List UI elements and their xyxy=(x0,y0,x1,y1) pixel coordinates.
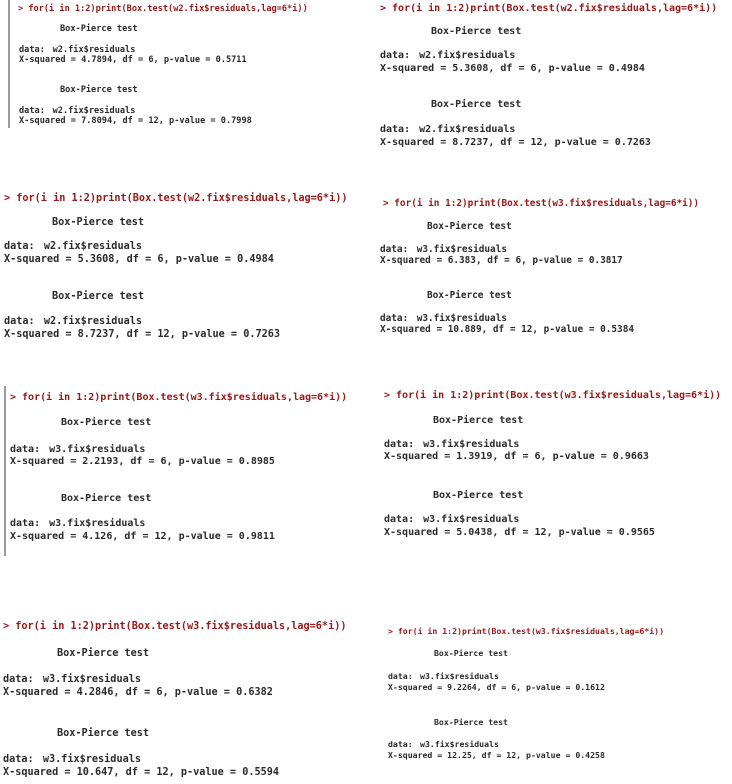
statistic-line: X-squared = 5.0438, df = 12, p-value = 0.9565 xyxy=(384,527,655,538)
panel-left-rule xyxy=(8,0,10,128)
panel-left-rule xyxy=(4,386,6,556)
r-command-line: > for(i in 1:2)print(Box.test(w3.fix$residuals,lag=6*i)) xyxy=(10,392,348,403)
r-command-line: > for(i in 1:2)print(Box.test(w2.fix$residuals,lag=6*i)) xyxy=(4,193,348,204)
data-line: data: w3.fix$residuals xyxy=(388,739,499,749)
r-command-line: > for(i in 1:2)print(Box.test(w2.fix$residuals,lag=6*i)) xyxy=(18,4,308,14)
test-title: Box-Pierce test xyxy=(431,26,522,37)
data-line: data: w2.fix$residuals xyxy=(4,316,142,327)
r-command-line: > for(i in 1:2)print(Box.test(w3.fix$residuals,lag=6*i)) xyxy=(384,390,722,401)
test-title: Box-Pierce test xyxy=(61,493,152,504)
data-line: data: w2.fix$residuals xyxy=(380,50,516,61)
test-title: Box-Pierce test xyxy=(431,99,522,110)
data-line: data: w2.fix$residuals xyxy=(19,45,136,55)
console-panel-6 xyxy=(384,386,729,546)
data-line: data: w3.fix$residuals xyxy=(388,671,499,681)
statistic-line: X-squared = 4.2846, df = 6, p-value = 0.6382 xyxy=(3,687,273,698)
data-line: data: w3.fix$residuals xyxy=(10,518,146,529)
data-line: data: w2.fix$residuals xyxy=(380,124,516,135)
test-title: Box-Pierce test xyxy=(61,417,152,428)
statistic-line: X-squared = 5.3608, df = 6, p-value = 0.4984 xyxy=(4,254,274,265)
statistic-line: X-squared = 12.25, df = 12, p-value = 0.4258 xyxy=(388,750,605,760)
statistic-line: X-squared = 10.889, df = 12, p-value = 0.5384 xyxy=(380,324,634,335)
test-title: Box-Pierce test xyxy=(52,217,145,228)
test-title: Box-Pierce test xyxy=(427,221,512,232)
r-command-line: > for(i in 1:2)print(Box.test(w3.fix$residuals,lag=6*i)) xyxy=(383,198,700,209)
test-title: Box-Pierce test xyxy=(433,415,524,426)
console-panel-5 xyxy=(8,386,373,556)
test-title: Box-Pierce test xyxy=(433,490,524,501)
console-panel-3 xyxy=(0,190,370,350)
data-line: data: w3.fix$residuals xyxy=(3,754,141,765)
data-line: data: w3.fix$residuals xyxy=(3,674,141,685)
test-title: Box-Pierce test xyxy=(57,728,150,739)
test-title: Box-Pierce test xyxy=(434,717,508,727)
test-title: Box-Pierce test xyxy=(60,85,138,95)
console-panel-7 xyxy=(0,618,380,784)
test-title: Box-Pierce test xyxy=(60,24,138,34)
data-line: data: w3.fix$residuals xyxy=(380,244,507,255)
r-command-line: > for(i in 1:2)print(Box.test(w3.fix$residuals,lag=6*i)) xyxy=(388,626,665,636)
console-panel-1 xyxy=(14,0,354,130)
data-line: data: w3.fix$residuals xyxy=(384,439,520,450)
data-line: data: w2.fix$residuals xyxy=(4,241,142,252)
r-command-line: > for(i in 1:2)print(Box.test(w2.fix$residuals,lag=6*i)) xyxy=(380,3,718,14)
console-panel-2 xyxy=(378,0,728,160)
data-line: data: w3.fix$residuals xyxy=(10,444,146,455)
statistic-line: X-squared = 7.8094, df = 12, p-value = 0.7998 xyxy=(19,116,252,126)
data-line: data: w3.fix$residuals xyxy=(384,514,520,525)
statistic-line: X-squared = 1.3919, df = 6, p-value = 0.9663 xyxy=(384,451,649,462)
test-title: Box-Pierce test xyxy=(434,648,508,658)
statistic-line: X-squared = 4.7894, df = 6, p-value = 0.5711 xyxy=(19,55,247,65)
data-line: data: w3.fix$residuals xyxy=(380,313,507,324)
statistic-line: X-squared = 9.2264, df = 6, p-value = 0.1612 xyxy=(388,682,605,692)
statistic-line: X-squared = 8.7237, df = 12, p-value = 0.7263 xyxy=(380,137,651,148)
statistic-line: X-squared = 6.383, df = 6, p-value = 0.3817 xyxy=(380,255,623,266)
data-line: data: w2.fix$residuals xyxy=(19,106,136,116)
statistic-line: X-squared = 5.3608, df = 6, p-value = 0.4984 xyxy=(380,63,645,74)
test-title: Box-Pierce test xyxy=(427,290,512,301)
statistic-line: X-squared = 4.126, df = 12, p-value = 0.9811 xyxy=(10,531,275,542)
r-command-line: > for(i in 1:2)print(Box.test(w3.fix$residuals,lag=6*i)) xyxy=(3,621,347,632)
console-panel-4 xyxy=(378,196,728,346)
test-title: Box-Pierce test xyxy=(52,291,145,302)
console-panel-8 xyxy=(386,622,731,762)
test-title: Box-Pierce test xyxy=(57,648,150,659)
statistic-line: X-squared = 2.2193, df = 6, p-value = 0.8985 xyxy=(10,456,275,467)
statistic-line: X-squared = 8.7237, df = 12, p-value = 0.7263 xyxy=(4,329,281,340)
statistic-line: X-squared = 10.647, df = 12, p-value = 0.5594 xyxy=(3,767,280,778)
